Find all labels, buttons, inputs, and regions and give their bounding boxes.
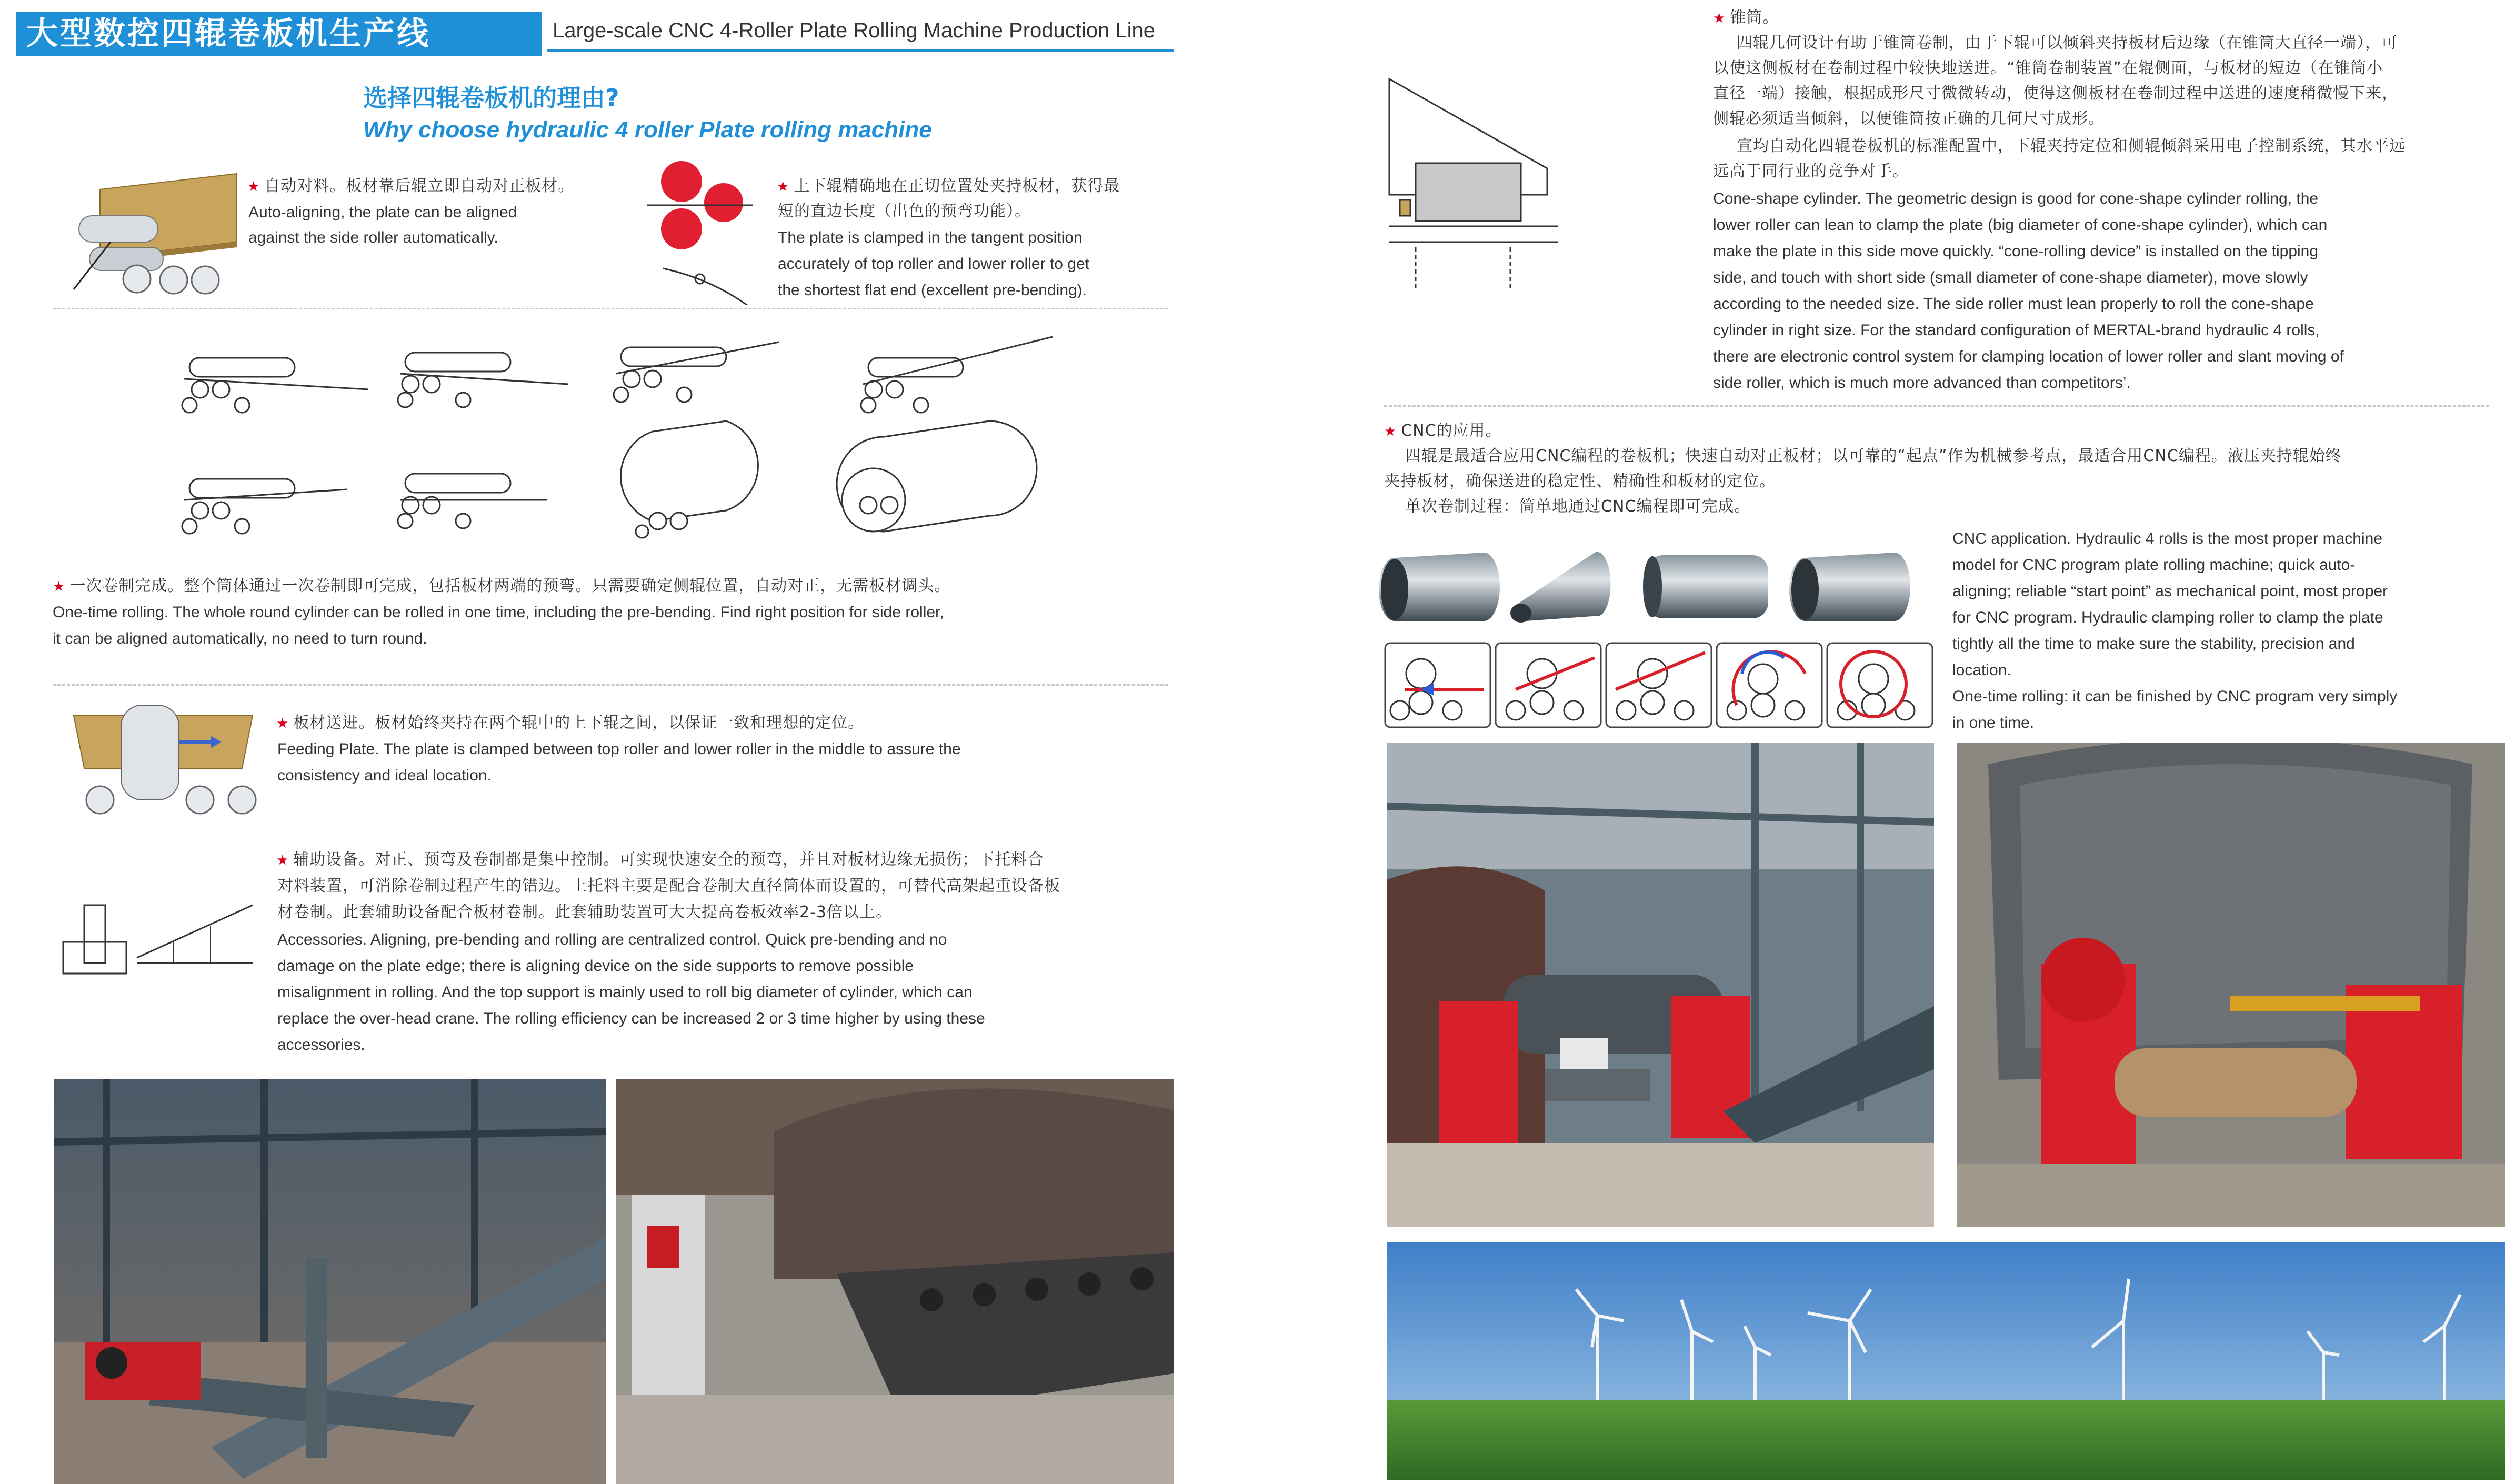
cnc-en-4: for CNC program. Hydraulic clamping roller to clamp the plate xyxy=(1952,609,2383,626)
bullet-star-icon: ★ xyxy=(777,179,790,195)
accessories-en-5: accessories. xyxy=(277,1036,365,1054)
auto-align-zh: 自动对料。板材靠后辊立即自动对正板材。 xyxy=(264,177,575,195)
accessories-illustration xyxy=(58,884,258,984)
auto-align-illustration xyxy=(68,168,242,295)
feeding-zh: 板材送进。板材始终夹持在两个辊中的上下辊之间，以保证一致和理想的定位。 xyxy=(293,714,865,732)
cnc-en-3: aligning; reliable “start point” as mechanical point, most proper xyxy=(1952,583,2388,600)
section-divider xyxy=(53,684,1168,686)
cnc-heading: CNC的应用。 xyxy=(1401,422,1502,440)
clamp-en-3: the shortest flat end (excellent pre-bending). xyxy=(778,282,1087,299)
feeding-en-1: Feeding Plate. The plate is clamped between top roller and lower roller in the middle to assure the xyxy=(277,740,961,758)
cone-zh-1: 四辊几何设计有助于锥筒卷制，由于下辊可以倾斜夹持板材后边缘（在锥筒大直径一端），可 xyxy=(1737,34,2398,52)
cone-zh-4: 侧辊必须适当倾斜，以便锥筒按正确的几何尺寸成形。 xyxy=(1713,109,2105,128)
cone-en-1: Cone-shape cylinder. The geometric design is good for cone-shape cylinder rolling, the xyxy=(1713,190,2319,207)
accessories-zh-3: 材卷制。此套辅助设备配合板材卷制。此套辅助装置可大大提高卷板效率2-3倍以上。 xyxy=(277,903,892,921)
accessories-zh-2: 对料装置，可消除卷制过程产生的错边。上托料主要是配合卷制大直径筒体而设置的，可替代高架起重设备板 xyxy=(277,877,1060,895)
rolling-sequence-diagrams xyxy=(168,332,1074,563)
clamp-illustration xyxy=(647,153,753,305)
cnc-en-5: tightly all the time to make sure the stability, precision and xyxy=(1952,635,2355,653)
bullet-star-icon: ★ xyxy=(1384,424,1397,439)
page-subtitle: Large-scale CNC 4-Roller Plate Rolling Machine Production Line xyxy=(553,19,1155,42)
reason-heading-en: Why choose hydraulic 4 roller Plate rolling machine xyxy=(363,117,932,143)
accessories-en-3: misalignment in rolling. And the top support is mainly used to roll big diameter of cylinder, which can xyxy=(277,984,973,1001)
cnc-zh-1: 四辊是最适合应用CNC编程的卷板机；快速自动对正板材；以可靠的“起点”作为机械参考点，最适合用CNC编程。液压夹持辊始终 xyxy=(1405,447,2342,465)
accessories-en-2: damage on the plate edge; there is aligning device on the side supports to remove possible xyxy=(277,957,914,975)
cnc-zh-2: 夹持板材，确保送进的稳定性、精确性和板材的定位。 xyxy=(1384,472,1776,490)
cone-en-5: according to the needed size. The side roller must lean properly to roll the cone-shape xyxy=(1713,295,2314,313)
auto-align-en-1: Auto-aligning, the plate can be aligned xyxy=(248,204,517,221)
cone-en-4: side, and touch with short side (small diameter of cone-shape diameter), move slowly xyxy=(1713,269,2308,286)
accessories-en-4: replace the over-head crane. The rolling efficiency can be increased 2 or 3 time higher by using these xyxy=(277,1010,985,1027)
cone-zh-6: 远高于同行业的竞争对手。 xyxy=(1713,162,1909,181)
cone-en-8: side roller, which is much more advanced than competitors’. xyxy=(1713,374,2131,392)
cone-heading: 锥筒。 xyxy=(1730,8,1779,27)
cnc-en-2: model for CNC program plate rolling machine; quick auto- xyxy=(1952,556,2356,574)
one-time-zh: 一次卷制完成。整个筒体通过一次卷制即可完成，包括板材两端的预弯。只需要确定侧辊位置，自动对正，无需板材调头。 xyxy=(69,577,951,595)
factory-photo-left xyxy=(54,1079,606,1484)
section-divider xyxy=(1384,405,2489,407)
cnc-steps-diagram xyxy=(1384,642,1937,731)
machine-photo-left xyxy=(1387,743,1934,1227)
cnc-en-6: location. xyxy=(1952,661,2011,679)
cone-en-2: lower roller can lean to clamp the plate (big diameter of cone-shape cylinder), which can xyxy=(1713,216,2328,234)
machine-photo-right xyxy=(1957,743,2505,1227)
cone-zh-3: 直径一端）接触，根据成形尺寸微微转动，使得这侧板材在卷制过程中送进的速度稍微慢下来， xyxy=(1713,84,2398,103)
accessories-en-1: Accessories. Aligning, pre-bending and rolling are centralized control. Quick pre-bending and no xyxy=(277,931,947,948)
wind-farm-photo xyxy=(1387,1242,2505,1480)
reason-heading-zh: 选择四辊卷板机的理由? xyxy=(363,84,619,112)
page-title: 大型数控四辊卷板机生产线 xyxy=(26,15,430,52)
header-rule xyxy=(547,49,1174,52)
auto-align-en-2: against the side roller automatically. xyxy=(248,229,498,246)
cone-en-6: cylinder in right size. For the standard configuration of MERTAL-brand hydraulic 4 rolls, xyxy=(1713,322,2320,339)
clamp-zh-1: 上下辊精确地在正切位置处夹持板材，获得最 xyxy=(794,177,1120,195)
cnc-en-7: One-time rolling: it can be finished by CNC program very simply xyxy=(1952,688,2398,705)
one-time-en-2: it can be aligned automatically, no need to turn round. xyxy=(53,630,427,647)
clamp-zh-2: 短的直边长度（出色的预弯功能）。 xyxy=(778,202,1031,220)
bullet-star-icon: ★ xyxy=(276,853,289,868)
bullet-star-icon: ★ xyxy=(1713,11,1726,26)
cnc-zh-3: 单次卷制过程：简单地通过CNC编程即可完成。 xyxy=(1405,497,1751,516)
factory-photo-right xyxy=(616,1079,1174,1484)
cone-zh-2: 以使这侧板材在卷制过程中较快地送进。“锥筒卷制装置”在辊侧面，与板材的短边（在锥筒小 xyxy=(1713,59,2383,77)
one-time-en-1: One-time rolling. The whole round cylinder can be rolled in one time, including the pre-bending. Find right position for side roller, xyxy=(53,604,944,621)
section-divider xyxy=(53,308,1168,309)
feeding-en-2: consistency and ideal location. xyxy=(277,767,492,784)
cylinder-shapes-illustration xyxy=(1379,542,1937,631)
cone-rolling-diagram xyxy=(1384,74,1558,295)
bullet-star-icon: ★ xyxy=(247,179,260,195)
clamp-en-1: The plate is clamped in the tangent position xyxy=(778,229,1083,246)
accessories-zh-1: 辅助设备。对正、预弯及卷制都是集中控制。可实现快速安全的预弯，并且对板材边缘无损伤；下托料合 xyxy=(293,850,1044,869)
cnc-en-8: in one time. xyxy=(1952,714,2035,731)
feeding-illustration xyxy=(63,705,258,821)
cnc-en-1: CNC application. Hydraulic 4 rolls is the most proper machine xyxy=(1952,530,2383,547)
cone-zh-5: 宣均自动化四辊卷板机的标准配置中，下辊夹持定位和侧辊倾斜采用电子控制系统，其水平远 xyxy=(1737,137,2406,155)
bullet-star-icon: ★ xyxy=(276,716,289,731)
cone-en-3: make the plate in this side move quickly. “cone-rolling device” is installed on the tipping xyxy=(1713,243,2319,260)
clamp-en-2: accurately of top roller and lower roller to get xyxy=(778,255,1089,273)
cone-en-7: there are electronic control system for clamping location of lower roller and slant moving of xyxy=(1713,348,2344,365)
bullet-star-icon: ★ xyxy=(53,579,66,595)
